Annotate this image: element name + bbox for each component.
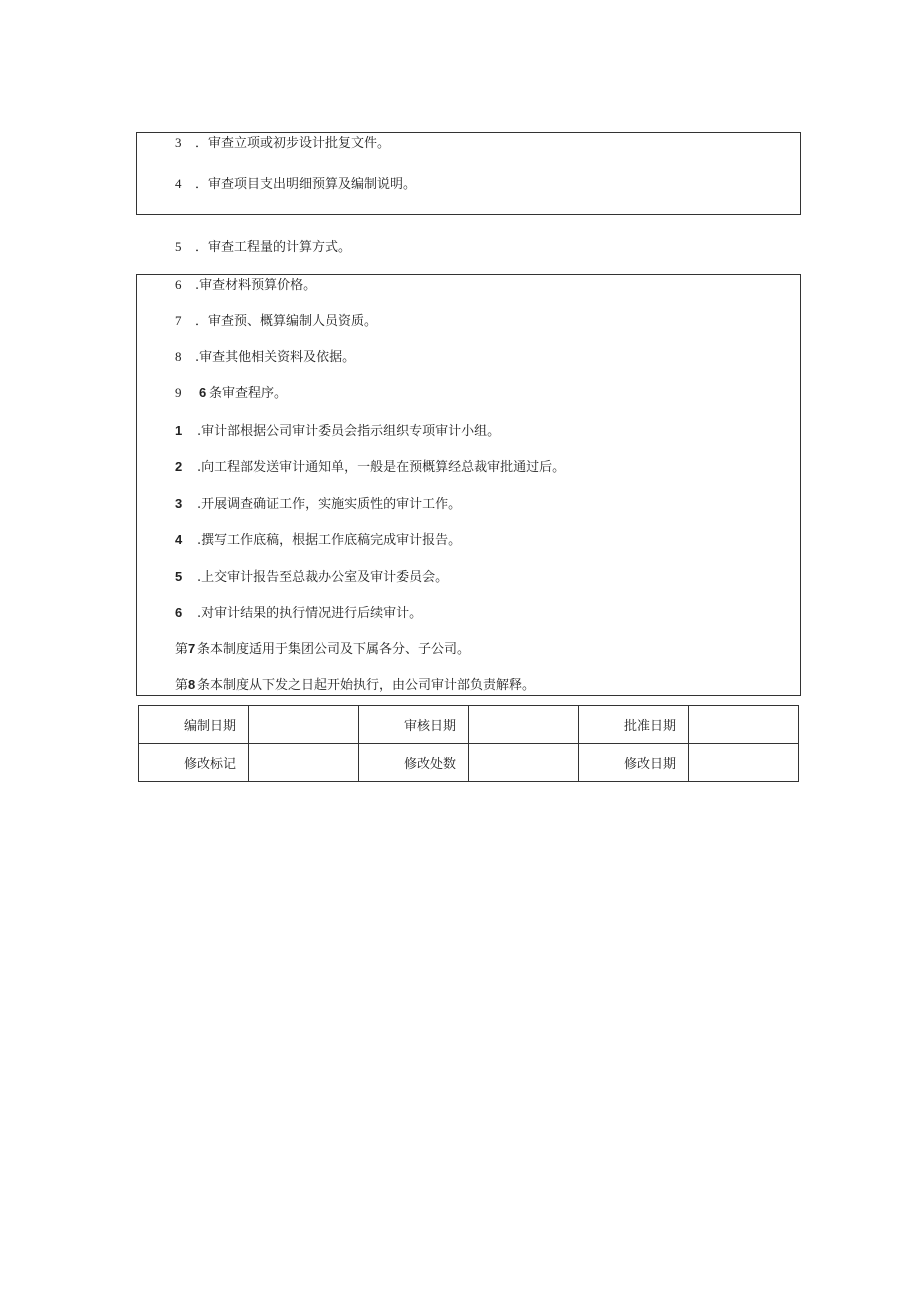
item-text: .审查材料预算价格。 [195, 278, 317, 293]
approved-date-label: 批准日期 [579, 706, 689, 744]
procedure-item-1 [175, 423, 500, 440]
table-row [139, 706, 799, 744]
revision-mark-label: 修改标记 [139, 744, 249, 782]
article-prefix: 第 [175, 642, 189, 657]
item-text: 条本制度从下发之日起开始执行，由公司审计部负责解释。 [197, 678, 536, 693]
item-text: ．审查立项或初步设计批复文件。 [195, 136, 391, 151]
item-number: 9 [175, 385, 182, 400]
article-8 [175, 677, 535, 694]
article-number: 8 [188, 677, 196, 692]
article-number: 6 [199, 385, 207, 400]
revision-date-label: 修改日期 [579, 744, 689, 782]
item-text: 条本制度适用于集团公司及下属各分、子公司。 [197, 642, 471, 657]
compiled-date-field[interactable] [249, 706, 359, 744]
revision-count-label: 修改处数 [359, 744, 469, 782]
review-item-7 [175, 313, 377, 330]
table-row [139, 744, 799, 782]
item-number: 7 [175, 313, 182, 328]
revision-mark-field[interactable] [249, 744, 359, 782]
item-text: .向工程部发送审计通知单，一般是在预概算经总裁审批通过后。 [197, 460, 566, 475]
procedure-item-3 [175, 496, 461, 513]
item-number: 8 [175, 349, 182, 364]
item-text: .撰写工作底稿，根据工作底稿完成审计报告。 [197, 533, 462, 548]
procedure-item-6 [175, 605, 422, 622]
revision-count-field[interactable] [469, 744, 579, 782]
article-6-heading [175, 385, 287, 402]
article-7 [175, 641, 470, 658]
procedure-item-2 [175, 459, 565, 476]
item-text: ．审查预、概算编制人员资质。 [195, 314, 378, 329]
item-number: 3 [175, 496, 183, 511]
review-item-6 [175, 277, 316, 294]
revision-date-field[interactable] [689, 744, 799, 782]
procedure-item-4 [175, 532, 461, 549]
review-item-3 [175, 135, 390, 152]
compiled-date-label: 编制日期 [139, 706, 249, 744]
item-number: 6 [175, 605, 183, 620]
item-text: .审查其他相关资料及依据。 [195, 350, 356, 365]
approval-table [138, 705, 799, 782]
item-text: ．审查工程量的计算方式。 [195, 240, 352, 255]
item-number: 6 [175, 277, 182, 292]
item-number: 2 [175, 459, 183, 474]
article-prefix: 第 [175, 678, 189, 693]
item-number: 5 [175, 239, 182, 254]
item-text: .审计部根据公司审计委员会指示组织专项审计小组。 [197, 424, 501, 439]
item-text: ．审查项目支出明细预算及编制说明。 [195, 177, 417, 192]
article-number: 7 [188, 641, 196, 656]
item-number: 4 [175, 532, 183, 547]
approved-date-field[interactable] [689, 706, 799, 744]
review-item-4 [175, 176, 416, 193]
main-bordered-section [136, 274, 801, 696]
item-number: 3 [175, 135, 182, 150]
reviewed-date-label: 审核日期 [359, 706, 469, 744]
item-number: 1 [175, 423, 183, 438]
item-number: 4 [175, 176, 182, 191]
reviewed-date-field[interactable] [469, 706, 579, 744]
procedure-item-5 [175, 569, 448, 586]
item-text: 条审查程序。 [209, 386, 288, 401]
item-text: .开展调查确证工作，实施实质性的审计工作。 [197, 497, 462, 512]
item-number: 5 [175, 569, 183, 584]
item-text: .上交审计报告至总裁办公室及审计委员会。 [197, 570, 449, 585]
item-text: .对审计结果的执行情况进行后续审计。 [197, 606, 423, 621]
review-item-8 [175, 349, 355, 366]
review-item-5 [175, 239, 351, 256]
